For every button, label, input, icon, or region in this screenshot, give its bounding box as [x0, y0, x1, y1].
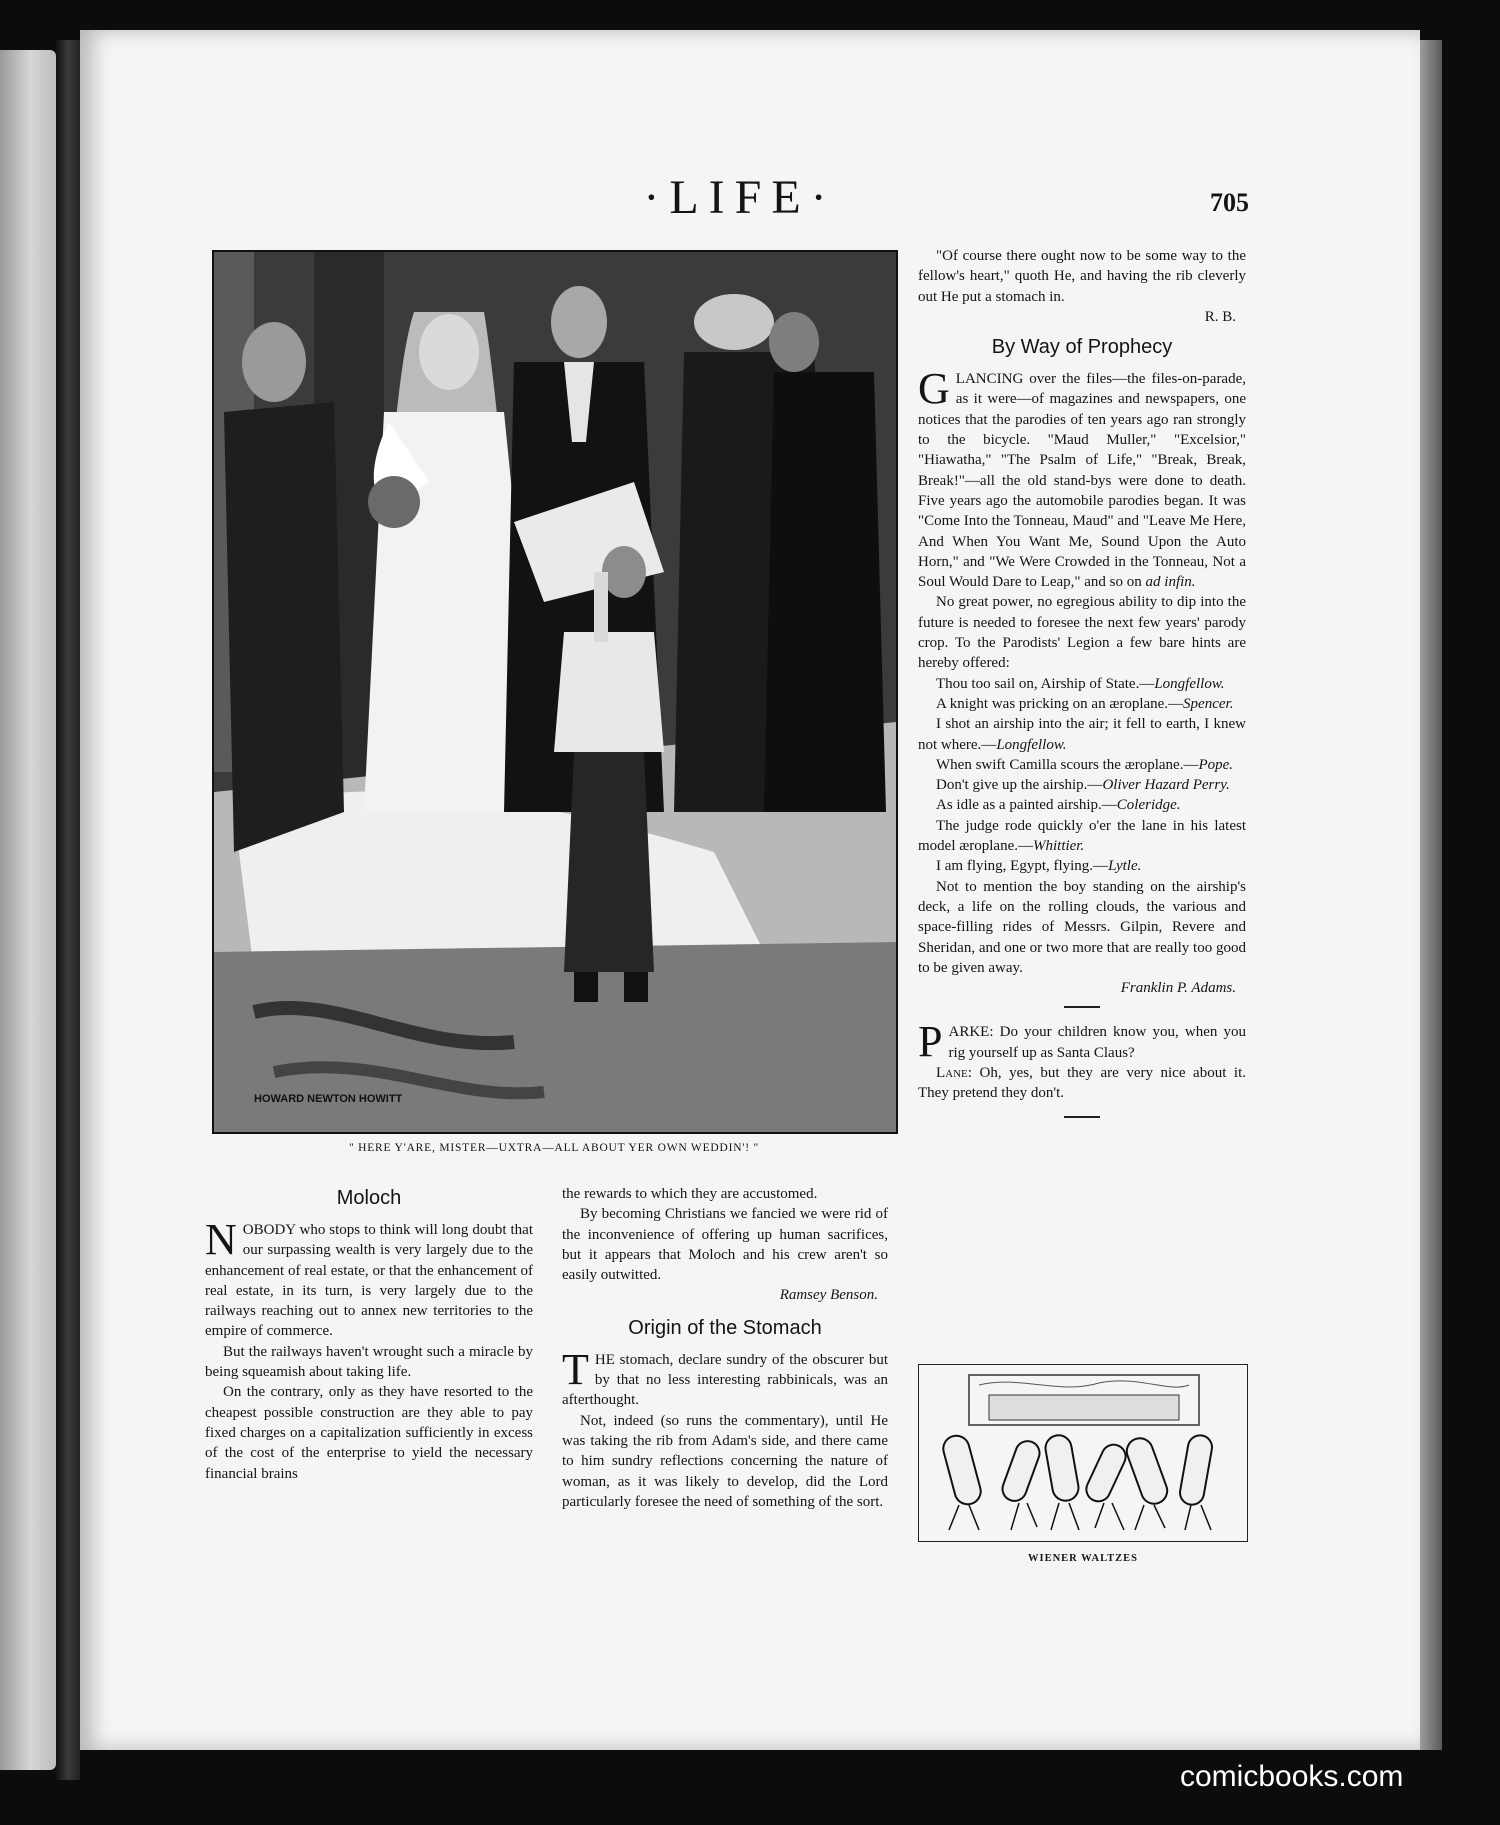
- wedding-scene-drawing: [214, 252, 896, 1132]
- facing-page-edge: [0, 50, 56, 1770]
- prophecy-paragraph-1: LANCING over the files—the files-on-parade, as it were—of magazines and newspapers, one notices that the parodies of ten years ago ran strongly to the bicycle. "Maud Muller," "Excelsior," "Hiawatha," "The Psalm of Life," "Break, Break, Break!"—all the old stand-bys were done to death. Five years ago the automobile parodies began. It was "Come Into the Tonneau, Maud" and "Leave Me Here, And When You Want Me, Sound Upon the Auto Horn," and "We Were Crowded in the Tonneau, Not a Soul Would Dare to Leap," and so on: [918, 371, 1246, 591]
- parody-line: I am flying, Egypt, flying.—Lytle.: [936, 858, 1142, 875]
- parody-line: Thou too sail on, Airship of State.—Longfellow.: [936, 675, 1225, 692]
- dropcap-g: G: [918, 364, 950, 414]
- parody-line: Don't give up the airship.—Oliver Hazard Perry.: [936, 777, 1230, 794]
- cartoon-caption: WIENER WALTZES: [1027, 1553, 1138, 1564]
- article-title-prophecy: By Way of Prophecy: [991, 336, 1173, 359]
- wedding-illustration: [212, 250, 898, 1134]
- section-divider: [1064, 1006, 1100, 1008]
- moloch-author: Ramsey Benson.: [779, 1287, 878, 1304]
- book-gutter: [56, 40, 80, 1780]
- speaker-lane: Lane: [936, 1064, 968, 1081]
- parody-line: A knight was pricking on an æroplane.—Spencer.: [936, 695, 1234, 712]
- dropcap-p: P: [918, 1017, 943, 1067]
- parody-line: The judge rode quickly o'er the lane in his latest model æroplane.—Whittier.: [918, 817, 1246, 855]
- article-title-moloch: Moloch: [336, 1187, 402, 1209]
- moloch-paragraph-4: the rewards to which they are accustomed.: [562, 1186, 818, 1202]
- parody-line: I shot an airship into the air; it fell to earth, I knew not where.—Longfellow.: [918, 716, 1246, 753]
- speaker-parke: ARKE: [948, 1024, 990, 1041]
- moloch-paragraph-3: On the contrary, only as they have resorted to the cheapest possible construction are they able to pay fixed charges on a capitalization sufficiently in excess of the cost of the enterprise to yield the necessary financial brains: [205, 1384, 533, 1482]
- moloch-paragraph-2: But the railways haven't wrought such a miracle by being squeamish about taking life.: [205, 1343, 533, 1381]
- magazine-title: ·LIFE·: [643, 171, 837, 224]
- page-number: 705: [1210, 188, 1249, 217]
- moloch-paragraph-5: By becoming Christians we fancied we were rid of the inconvenience of offering up human sacrifices, but it appears that Moloch and his crew aren't so easily outwitted.: [562, 1206, 888, 1284]
- parody-line: As idle as a painted airship.—Coleridge.: [936, 797, 1181, 814]
- parke-line: : Do your children know you, when you rig yourself up as Santa Claus?: [948, 1024, 1246, 1061]
- lane-line: : Oh, yes, but they are very nice about it. They pretend they don't.: [918, 1064, 1246, 1102]
- column-middle: [562, 1184, 888, 1512]
- prophecy-paragraph-3: Not to mention the boy standing on the airship's deck, a life on the rolling clouds, the various and space-filling rides of Messrs. Gilpin, Revere and Sheridan, and one or two more that are really too good to be given away.: [918, 878, 1246, 976]
- artist-signature: HOWARD NEWTON HOWITT: [254, 1093, 403, 1105]
- stomach-author: R. B.: [1204, 308, 1236, 325]
- dropcap-t: T: [562, 1344, 589, 1394]
- article-title-stomach: Origin of the Stomach: [628, 1316, 822, 1339]
- site-watermark: comicbooks.com: [1180, 1760, 1404, 1793]
- wiener-waltzes-cartoon: [918, 1364, 1248, 1542]
- prophecy-ad-infin: ad infin.: [1145, 574, 1196, 591]
- section-divider: [1064, 1116, 1100, 1118]
- prophecy-author: Franklin P. Adams.: [1120, 980, 1236, 997]
- stomach-paragraph-3: "Of course there ought now to be some way to the fellow's heart," quoth He, and having the rib cleverly out He put a stomach in.: [918, 248, 1246, 305]
- stomach-paragraph-1: HE stomach, declare sundry of the obscurer but by that no less interesting rabbinicals, was an afterthought.: [562, 1351, 888, 1409]
- dropcap-n: N: [205, 1215, 237, 1264]
- dancing-sausages-drawing: [919, 1365, 1247, 1541]
- column-right: [918, 246, 1246, 1132]
- prophecy-paragraph-2: No great power, no egregious ability to dip into the future is needed to foresee the next few years' parody crop. To the Parodists' Legion a few bare hints are hereby offered:: [918, 594, 1246, 672]
- stomach-paragraph-2: Not, indeed (so runs the commentary), until He was taking the rib from Adam's side, and there came to him sundry reflections concerning the nature of woman, as it was likely to develop, did the Lord particularly foresee the need of something of the sort.: [562, 1412, 888, 1510]
- illustration-caption: " HERE Y'ARE, MISTER—UXTRA—ALL ABOUT YER OWN WEDDIN'! ": [348, 1142, 760, 1154]
- page-stack-edge: [1420, 40, 1442, 1750]
- column-moloch: [205, 1186, 533, 1484]
- moloch-paragraph-1: OBODY who stops to think will long doubt that our surpassing wealth is very largely due to the enhancement of real estate, or that the enhancement of real estate, in its turn, is very largely due to the railways reaching out to annex new territories to the empire of commerce.: [205, 1222, 533, 1340]
- parody-line: When swift Camilla scours the æroplane.—Pope.: [936, 756, 1234, 773]
